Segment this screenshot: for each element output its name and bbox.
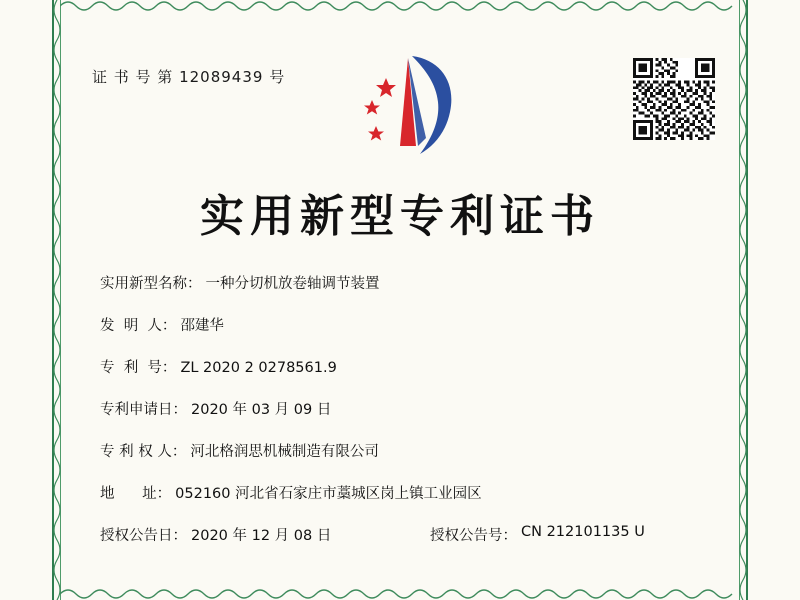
field-row-utility-model-name [100,272,710,293]
field-label-grant-number: 授权公告号： [430,528,517,544]
field-value-application-date: 2020 年 03 月 09 日 [191,402,332,418]
field-label-address: 地 址： [100,486,172,502]
field-value-address: 052160 河北省石家庄市藁城区岗上镇工业园区 [175,486,482,502]
field-label-utility-model-name: 实用新型名称： [100,276,202,292]
field-row-grant-info [100,524,710,545]
field-label-application-date: 专利申请日： [100,402,187,418]
field-value-patent-number: ZL 2020 2 0278561.9 [180,360,337,376]
field-label-grant-date: 授权公告日： [100,528,187,544]
certificate-header [0,40,800,170]
field-row-patentee [100,440,710,461]
certificate-title: 实用新型专利证书 [200,191,600,242]
field-row-application-date [100,398,710,419]
field-value-grant-number: CN 212101135 U [521,524,645,540]
certificate-number: 证 书 号 第 12089439 号 [92,68,286,86]
field-label-patent-number: 专 利 号： [100,360,177,376]
grant-number-group [430,524,710,545]
qr-code-icon [633,58,715,140]
certificate-fields [100,272,710,545]
field-value-utility-model-name: 一种分切机放卷轴调节装置 [205,276,380,292]
field-label-inventor: 发 明 人： [100,318,177,334]
border-ornament-bottom [60,586,740,600]
field-value-grant-date: 2020 年 12 月 08 日 [191,528,332,544]
field-row-inventor [100,314,710,335]
grant-date-group [100,524,430,545]
field-value-patentee: 河北格润思机械制造有限公司 [190,444,379,460]
field-value-inventor: 邵建华 [180,318,224,334]
field-label-patentee: 专 利 权 人： [100,444,187,460]
field-row-patent-number [100,356,710,377]
cnipa-logo-icon [350,50,470,160]
field-row-address [100,482,710,503]
border-ornament-top [60,0,740,14]
